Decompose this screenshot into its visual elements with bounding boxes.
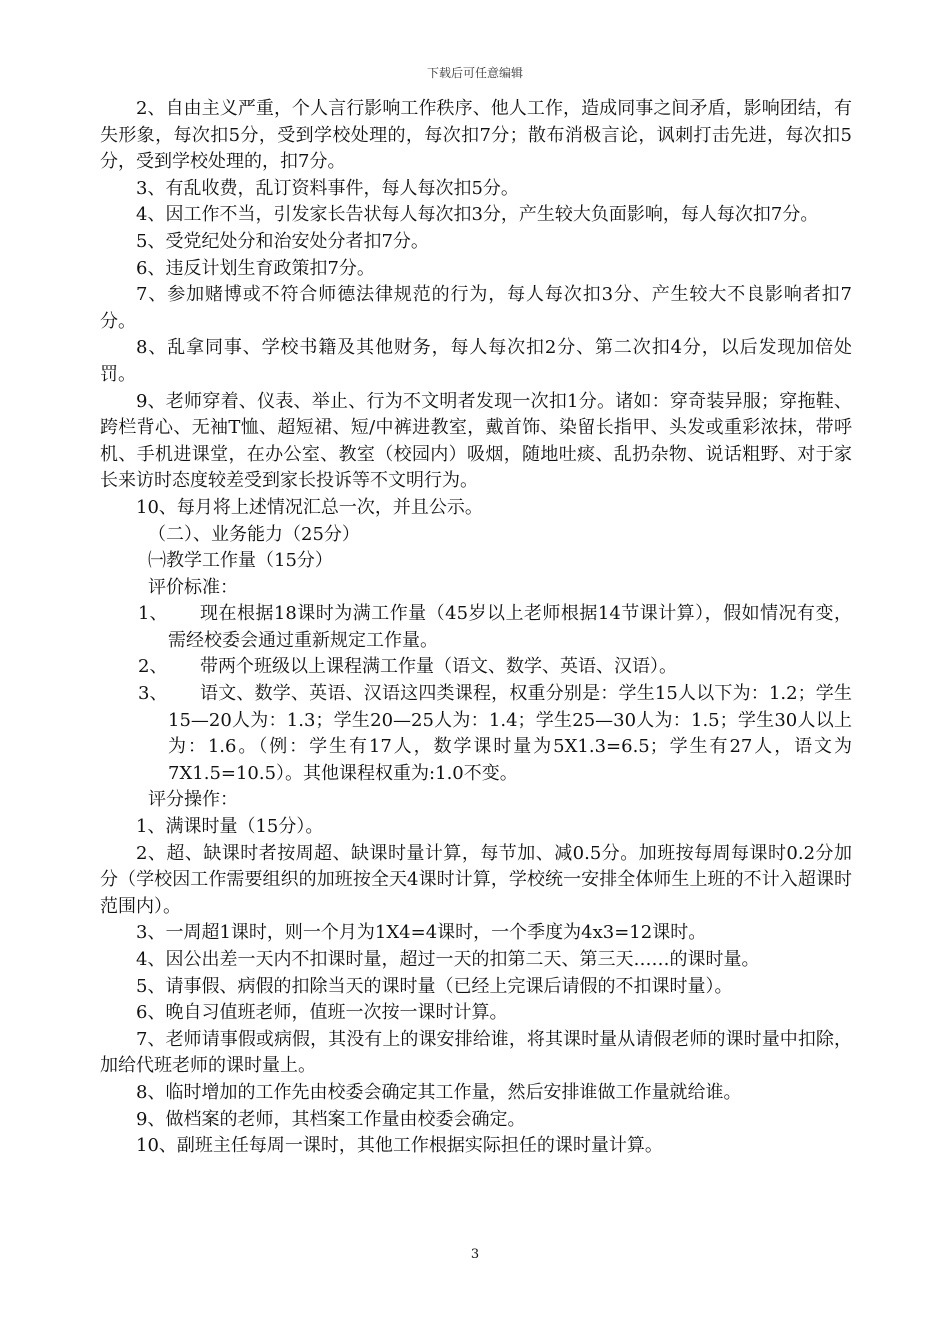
paragraph: 2、自由主义严重，个人言行影响工作秩序、他人工作，造成同事之间矛盾，影响团结，有失形象，每次扣5分，受到学校处理的，每次扣7分；散布消极言论，讽刺打击先进，每次扣5分，受到学校处理的，扣7分。 [100,98,852,173]
paragraph: 4、因工作不当，引发家长告状每人每次扣3分，产生较大负面影响，每人每次扣7分。 [136,204,819,226]
operation-label: 评分操作： [148,789,238,811]
paragraph: 2、超、缺课时者按周超、缺课时量计算，每节加、减0.5分。加班按每周每课时0.2分加分（学校因工作需要组织的加班按全天4课时计算，学校统一安排全体师生上班的不计入超课时范围内）。 [100,842,852,917]
criteria-text: 带两个班级以上课程满工作量（语文、数学、英语、汉语）。 [200,656,677,678]
paragraph: 9、老师穿着、仪表、举止、行为不文明者发现一次扣1分。诸如：穿奇装异服；穿拖鞋、跨栏背心、无袖T恤、超短裙、短/中裤进教室，戴首饰、染留长指甲、头发或重彩浓抹，带呼机、手机进课堂，在办公室、教室（校园内）吸烟，随地吐痰、乱扔杂物、说话粗野、对于家长来访时态度较差受到家长投诉等不文明行为。 [100,390,852,492]
subsection-title: ㈠教学工作量（15分） [148,550,333,572]
paragraph: 1、满课时量（15分）。 [136,816,324,838]
criteria-number: 3、 [138,683,168,705]
criteria-number: 2、 [138,656,168,678]
page-number: 3 [470,1247,480,1262]
paragraph: 10、每月将上述情况汇总一次，并且公示。 [136,496,483,518]
criteria-label: 评价标准： [148,576,238,598]
paragraph: 6、违反计划生育政策扣7分。 [136,257,375,279]
paragraph: 8、乱拿同事、学校书籍及其他财务，每人每次扣2分、第二次扣4分，以后发现加倍处罚。 [100,337,852,385]
paragraph: 7、老师请事假或病假，其没有上的课安排给谁，将其课时量从请假老师的课时量中扣除，加给代班老师的课时量上。 [100,1028,852,1077]
criteria-item [100,654,852,681]
paragraph: 5、请事假、病假的扣除当天的课时量（已经上完课后请假的不扣课时量）。 [136,975,733,997]
paragraph: 10、副班主任每周一课时，其他工作根据实际担任的课时量计算。 [136,1135,663,1157]
document-body [100,96,852,1160]
paragraph: 3、一周超1课时，则一个月为1X4=4课时，一个季度为4x3=12课时。 [136,922,707,944]
criteria-number: 1、 [138,603,168,625]
paragraph: 3、有乱收费，乱订资料事件，每人每次扣5分。 [136,177,519,199]
criteria-item [100,601,852,654]
paragraph: 6、晚自习值班老师，值班一次按一课时计算。 [136,1002,508,1024]
criteria-text: 语文、数学、英语、汉语这四类课程，权重分别是：学生15人以下为：1.2；学生15—20人为：1.3；学生20—25人为：1.4；学生25—30人为：1.5；学生30人以上为：1.6。（例：学生有17人，数学课时量为5X1.3=6.5；学生有27人，语文为7X1.5=10.5）。其他课程权重为:1.0不变。 [168,683,852,784]
criteria-text: 现在根据18课时为满工作量（45岁以上老师根据14节课计算），假如情况有变，需经校委会通过重新规定工作量。 [168,603,852,651]
paragraph: 4、因公出差一天内不扣课时量，超过一天的扣第二天、第三天……的课时量。 [136,949,760,970]
page-header: 下载后可任意编辑 [426,66,523,80]
paragraph: 7、参加赌博或不符合师德法律规范的行为，每人每次扣3分、产生较大不良影响者扣7分。 [100,284,852,332]
paragraph: 8、临时增加的工作先由校委会确定其工作量，然后安排谁做工作量就给谁。 [136,1081,742,1103]
paragraph: 9、做档案的老师，其档案工作量由校委会确定。 [136,1108,526,1130]
criteria-item [100,681,852,787]
paragraph: 5、受党纪处分和治安处分者扣7分。 [136,230,429,252]
section-title: （二）、业务能力（25分） [148,523,360,545]
